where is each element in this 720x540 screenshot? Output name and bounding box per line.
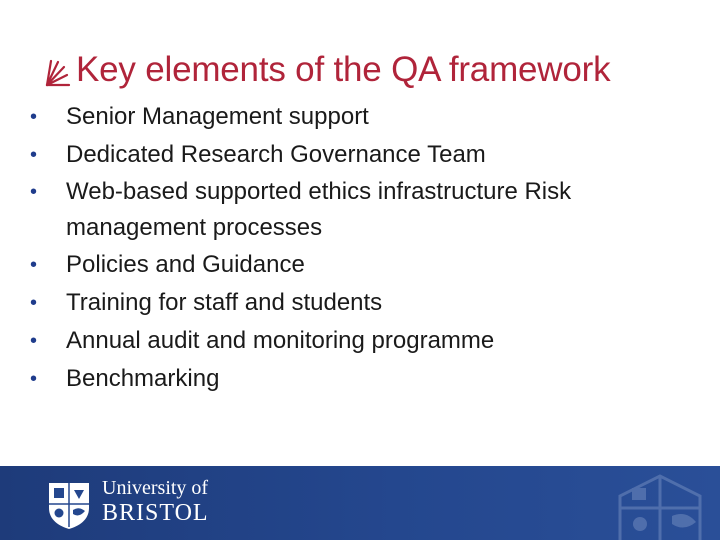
bullet-text: Web-based supported ethics infrastructure Risk management processes [66,178,572,241]
crest-watermark-icon [600,466,720,540]
bullet-text: Dedicated Research Governance Team [66,141,486,168]
bullet-dot-icon: • [30,368,38,390]
bullet-item [24,98,704,136]
bullet-list [24,98,704,398]
university-crest-icon [45,480,93,530]
footer-banner [0,466,720,540]
bullet-item [24,284,704,322]
bullet-text: Senior Management support [66,103,369,130]
bullet-item [24,174,704,246]
university-logo-text [102,476,209,526]
logo-line-1: University of [102,477,209,499]
bullet-item [24,136,704,174]
bullet-text: Policies and Guidance [66,251,305,278]
slide-title: Key elements of the QA framework [76,50,611,89]
bullet-text: Benchmarking [66,365,220,392]
bullet-dot-icon: • [30,106,38,128]
bullet-dot-icon: • [30,144,38,166]
bullet-dot-icon: • [30,181,38,203]
bullet-text: Annual audit and monitoring programme [66,327,495,354]
title-row [42,46,610,94]
bullet-dot-icon: • [30,292,38,314]
bullet-dot-icon: • [30,330,38,352]
bullet-item [24,322,704,360]
bullet-item [24,360,704,398]
bullet-text: Training for staff and students [66,289,383,316]
bullet-item [24,246,704,284]
fan-rays-icon [42,58,72,88]
bullet-dot-icon: • [30,254,38,276]
logo-line-2: BRISTOL [102,500,209,526]
